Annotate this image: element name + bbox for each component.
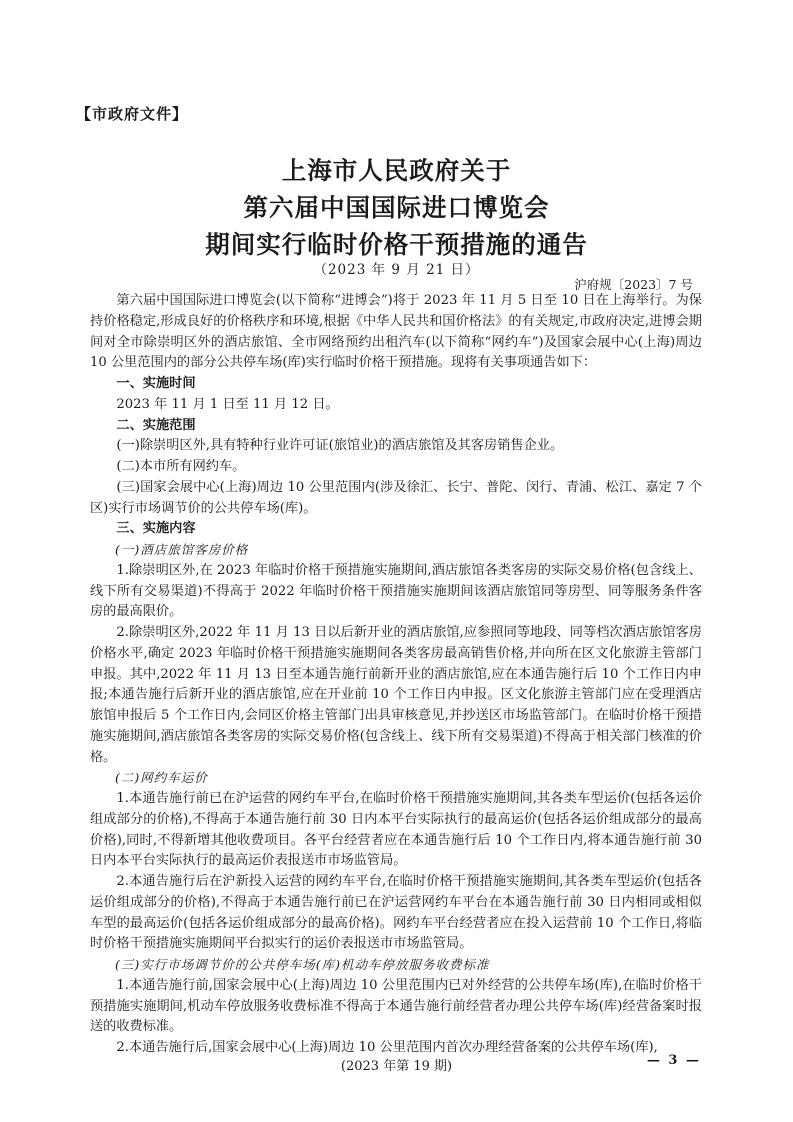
subheading-hotel-prices: (一)酒店旅馆客房价格 xyxy=(115,542,249,557)
heading-implementation-content: 三、实施内容 xyxy=(116,521,196,537)
paragraph: 1.除崇明区外,在 2023 年临时价格干预措施实施期间,酒店旅馆各类客房的实际交易价格(包含线上、线下所有交易渠道)不得高于 2022 年临时价格干预措施实施期间该酒店旅馆同等房型、同等服务条件客房的最高限价。 xyxy=(90,562,702,620)
intro-paragraph: 第六届中国国际进口博览会(以下简称“进博会”)将于 2023 年 11 月 5 日至 10 日在上海举行。为保持价格稳定,形成良好的价格秩序和环境,根据《中华人民共和国价格法》的有关规定,市政府决定,进博会期间对全市除崇明区外的酒店旅馆、全市网络预约出租汽车(以下简称“网约车”)及国家会展中心(上海)周边 10 公里范围内的部分公共停车场(库)实行临时价格干预措施。现将有关事项通告如下： xyxy=(90,293,702,371)
issue-number: (2023 年第 19 期) xyxy=(340,1059,453,1074)
paragraph: 1.本通告施行前已在沪运营的网约车平台,在临时价格干预措施实施期间,其各类车型运价(包括各运价组成部分的价格),不得高于本通告施行前 30 日内本平台实际执行的最高运价(包括各运价组成部分的最高价格),同时,不得新增其他收费项目。各平台经营者应在本通告施行后 10 个工作日内,将本通告施行前 30 日内本平台实际执行的最高运价表报送市市场监管局。 xyxy=(90,791,702,869)
document-number: 沪府规〔2023〕7 号 xyxy=(574,277,693,292)
subheading-parking-fees: (三)实行市场调节价的公共停车场(库)机动车停放服务收费标准 xyxy=(115,957,490,972)
paragraph: (二)本市所有网约车。 xyxy=(116,459,246,474)
document-date: （2023 年 9 月 21 日） xyxy=(313,262,480,278)
paragraph: 2.本通告施行后,国家会展中心(上海)周边 10 公里范围内首次办理经营备案的公共停车场(库), xyxy=(116,1040,658,1055)
section-tag: 【市政府文件】 xyxy=(76,105,189,123)
paragraph: 2023 年 11 月 1 日至 11 月 12 日。 xyxy=(116,396,339,412)
paragraph: 1.本通告施行前,国家会展中心(上海)周边 10 公里范围内已对外经营的公共停车场(库),在临时价格干预措施实施期间,机动车停放服务收费标准不得高于本通告施行前经营者办理公共停车场(库)经营备案时报送的收费标准。 xyxy=(90,977,702,1035)
paragraph: (三)国家会展中心(上海)周边 10 公里范围内(涉及徐汇、长宁、普陀、闵行、青浦、松江、嘉定 7 个区)实行市场调节价的公共停车场(库)。 xyxy=(90,479,702,516)
title-line: 上海市人民政府关于 xyxy=(281,156,512,185)
heading-implementation-time: 一、实施时间 xyxy=(116,376,196,391)
page-number: — 3 — xyxy=(646,1053,701,1068)
paragraph: (一)除崇明区外,具有特种行业许可证(旅馆业)的酒店旅馆及其客房销售企业。 xyxy=(116,438,564,454)
paragraph: 2.本通告施行后在沪新投入运营的网约车平台,在临时价格干预措施实施期间,其各类车型运价(包括各运价组成部分的价格),不得高于本通告施行前已在沪运营网约车平台在本通告施行前 30 日内相同或相似车型的最高运价(包括各运价组成部分的最高价格)。网约车平台经营者应在投入运营前 10 个工作日,将临时价格干预措施实施期间平台拟实行的运价表报送市市场监管局。 xyxy=(90,874,702,952)
paragraph: 2.除崇明区外,2022 年 11 月 13 日以后新开业的酒店旅馆,应参照同等地段、同等档次酒店旅馆客房价格水平,确定 2023 年临时价格干预措施实施期间各类客房最高销售价格,并向所在区文化旅游主管部门申报。其中,2022 年 11 月 13 日至本通告施行前新开业的酒店旅馆,应在本通告施行后 10 个工作日内申报;本通告施行后新开业的酒店旅馆,应在开业前 10 个工作日内申报。区文化旅游主管部门应在受理酒店旅馆申报后 5 个工作日内,会同区价格主管部门出具审核意见,并抄送区市场监管部门。在临时价格干预措施实施期间,酒店旅馆各类客房的实际交易价格(包含线上、线下所有交易渠道)不得高于相关部门核准的价格。 xyxy=(90,625,702,765)
title-line: 期间实行临时价格干预措施的通告 xyxy=(205,230,588,259)
document-title xyxy=(0,152,793,263)
heading-implementation-scope: 二、实施范围 xyxy=(116,417,196,433)
subheading-ride-hailing-fares: (二)网约车运价 xyxy=(115,770,208,786)
title-line: 第六届中国国际进口博览会 xyxy=(243,193,550,222)
document-body xyxy=(90,291,702,1059)
